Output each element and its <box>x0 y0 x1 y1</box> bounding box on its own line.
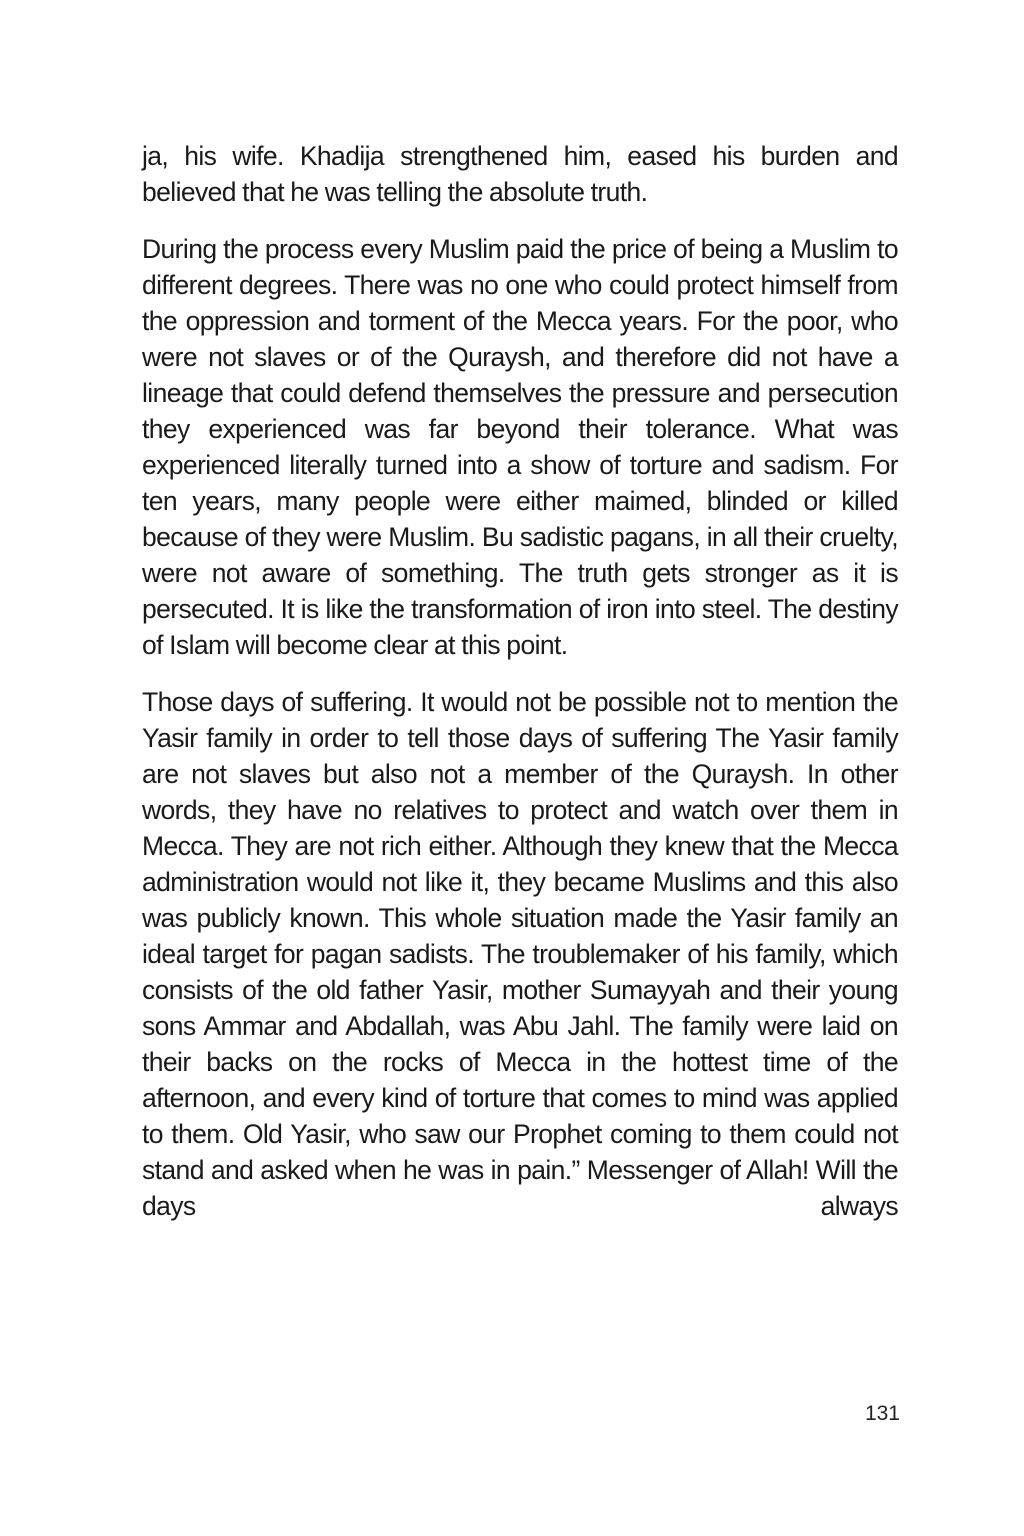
paragraph-yasir-family: Those days of suffering. It would not be possible not to mention the Yasir family in order to tell those days of suffering The Yasir family are not slaves but also not a member of the Quraysh. In other words, they have no relatives to protect and watch over them in Mecca. They are not rich either. Although they knew that the Mecca administration would not like it, they became Muslims and this also was publicly known. This whole situation made the Yasir family an ideal target for pagan sadists. The troublemaker of his family, which consists of the old father Yasir, mother Sumayyah and their young sons Ammar and Abdallah, was Abu Jahl. The family were laid on their backs on the rocks of Mecca in the hottest time of the afternoon, and every kind of torture that comes to mind was applied to them. Old Yasir, who saw our Prophet coming to them could not stand and asked when he was in pain.” Messenger of Allah! Will the days always <box>142 687 898 1221</box>
page-number: 131 <box>864 1402 900 1425</box>
page-body <box>142 138 898 1245</box>
paragraph-continuation: ja, his wife. Khadija strengthened him, eased his burden and believed that he was telling the absolute truth. <box>142 141 898 207</box>
paragraph-persecution: During the process every Muslim paid the price of being a Muslim to different degrees. There was no one who could protect himself from the oppression and torment of the Mecca years. For the poor, who were not slaves or of the Quraysh, and therefore did not have a lineage that could defend themselves the pressure and persecution they experienced was far beyond their tolerance. What was experienced literally turned into a show of torture and sadism. For ten years, many people were either maimed, blinded or killed because of they were Muslim. Bu sadistic pagans, in all their cruelty, were not aware of something. The truth gets stronger as it is persecuted. It is like the transformation of iron into steel. The destiny of Islam will become clear at this point. <box>142 234 898 660</box>
